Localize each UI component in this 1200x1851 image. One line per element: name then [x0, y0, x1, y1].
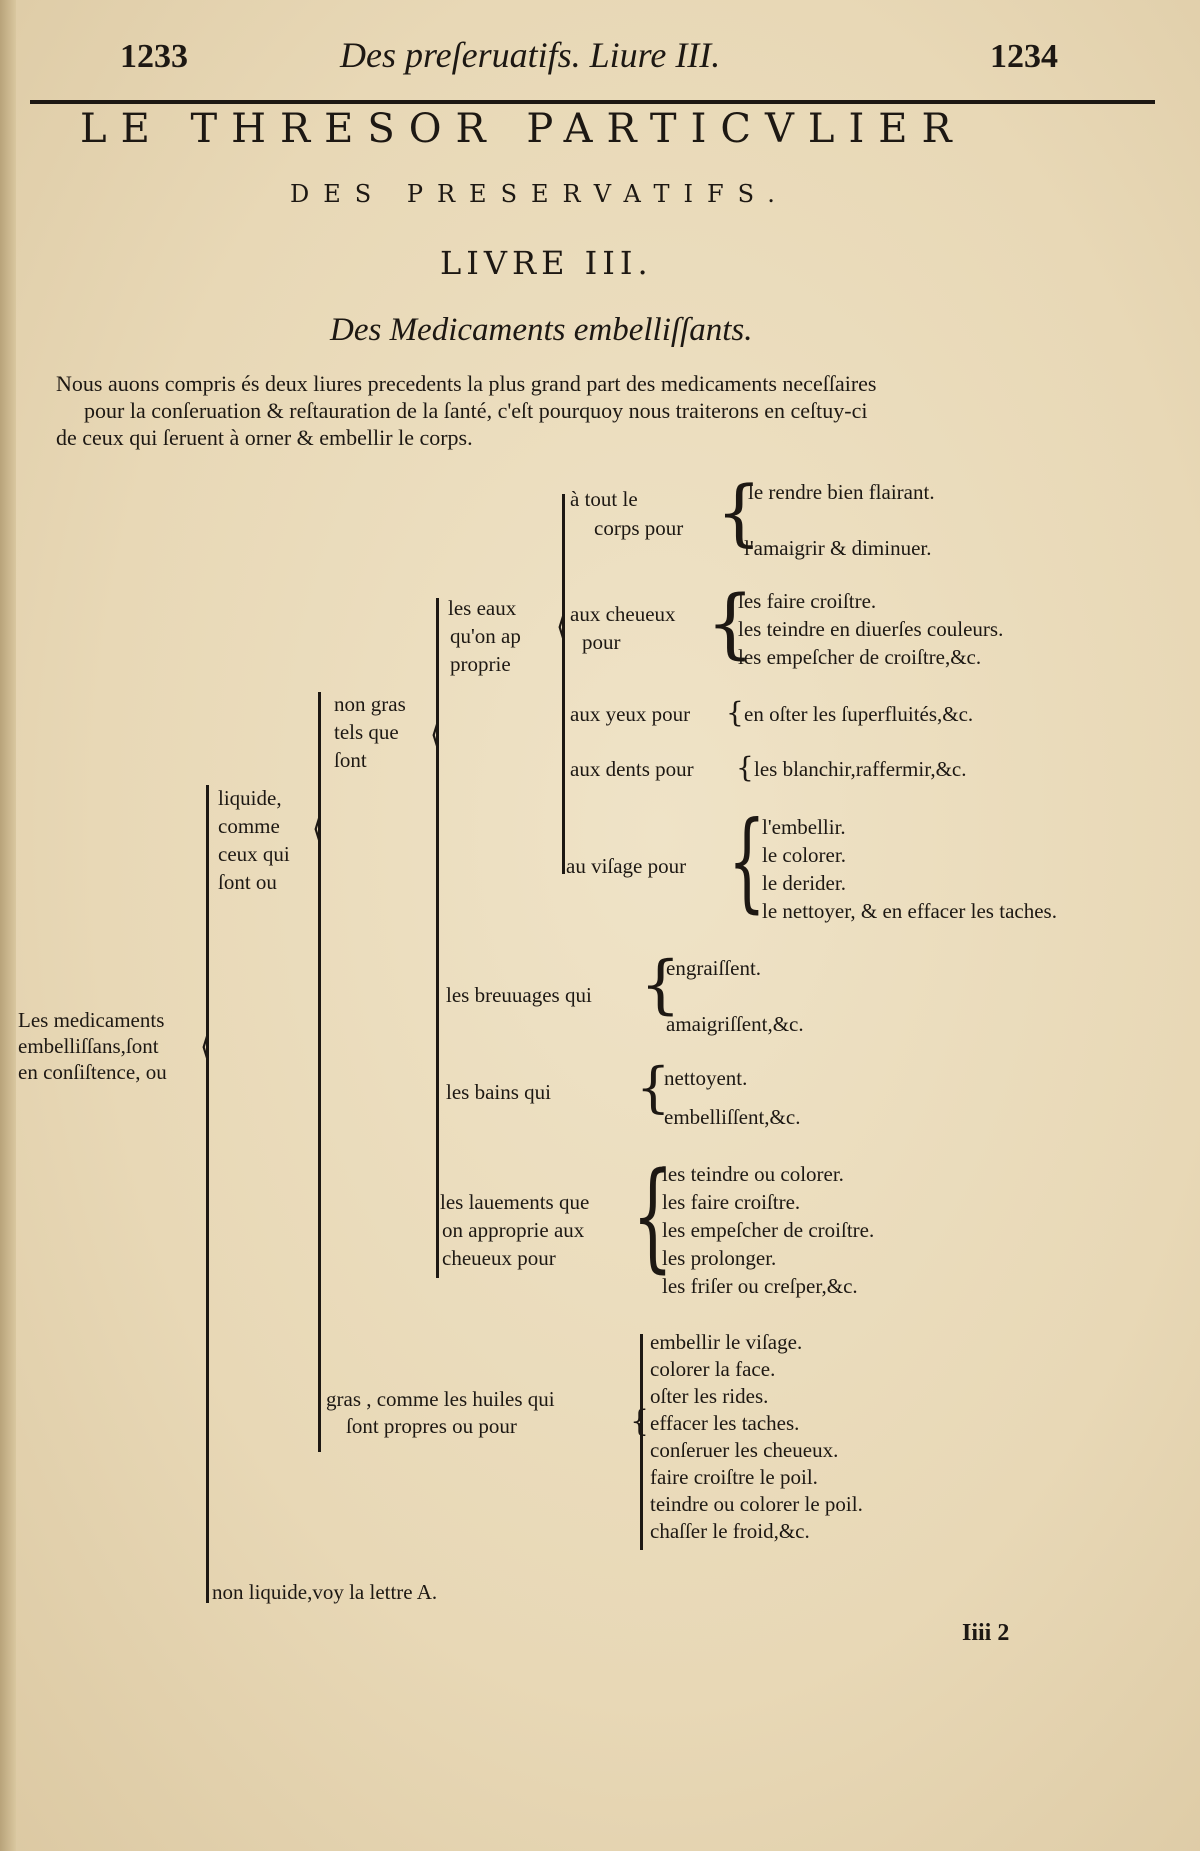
left-page-number: 1233	[120, 38, 188, 75]
binding-gutter	[0, 0, 16, 1851]
cheveux-label-1: aux cheueux	[570, 602, 676, 626]
corps-label-2: corps pour	[594, 516, 684, 540]
visage-item-4: le nettoyer, & en effacer les taches.	[762, 899, 1057, 923]
lauements-brace: {	[632, 1146, 674, 1284]
corps-item-2: l'amaigrir & diminuer.	[744, 536, 932, 560]
lauements-line-1: les lauements que	[440, 1190, 590, 1214]
corps-brace: {	[716, 470, 762, 554]
intro-line-2: pour la conſeruation & reſtauration de la ſanté, c'eſt pourquoy nous traiterons en ceſtuy-ci	[84, 398, 868, 423]
signature-mark: Iiii 2	[962, 1620, 1010, 1646]
non-gras-line-2: tels que	[334, 720, 399, 744]
gras-line-1: gras , comme les huiles qui	[326, 1387, 555, 1411]
eaux-line-3: proprie	[450, 652, 511, 676]
root-line-2: embelliſſans,ſont	[18, 1034, 159, 1058]
eaux-line-1: les eaux	[448, 596, 517, 620]
corps-label-1: à tout le	[570, 487, 638, 511]
yeux-item: en oſter les ſuperfluités,&c.	[744, 702, 974, 726]
corps-item-1: le rendre bien flairant.	[748, 480, 935, 504]
chapter-subtitle: Des Medicaments embelliſſants.	[330, 312, 753, 348]
non-liquide-text: non liquide,voy la lettre A.	[212, 1580, 438, 1604]
level1-bracket	[206, 785, 209, 1603]
dents-item: les blanchir,raffermir,&c.	[754, 757, 967, 781]
lauements-item-2: les faire croiſtre.	[662, 1190, 801, 1214]
cheveux-brace: {	[706, 578, 755, 667]
huiles-brace-point: {	[630, 1404, 650, 1439]
visage-item-2: le colorer.	[762, 843, 846, 867]
huiles-item-3: oſter les rides.	[650, 1384, 769, 1408]
visage-item-3: le derider.	[762, 871, 846, 895]
bains-brace: {	[636, 1056, 671, 1119]
lauements-item-3: les empeſcher de croiſtre.	[662, 1218, 875, 1242]
running-title: Des preſeruatifs. Liure III.	[340, 35, 721, 75]
yeux-brace: {	[726, 696, 744, 729]
breuuages-label: les breuuages qui	[446, 983, 592, 1007]
lauements-line-3: cheueux pour	[442, 1246, 556, 1270]
cheveux-item-3: les empeſcher de croiſtre,&c.	[738, 645, 982, 669]
bains-label: les bains qui	[446, 1080, 551, 1104]
cheveux-item-2: les teindre en diuerſes couleurs.	[738, 617, 1004, 641]
level3-bracket	[436, 598, 439, 1278]
lauements-item-1: les teindre ou colorer.	[662, 1162, 844, 1186]
huiles-item-5: conſeruer les cheueux.	[650, 1438, 839, 1462]
huiles-item-7: teindre ou colorer le poil.	[650, 1492, 863, 1516]
right-page-number: 1234	[990, 38, 1058, 75]
breuuages-item-1: engraiſſent.	[666, 956, 762, 980]
bains-item-2: embelliſſent,&c.	[664, 1105, 801, 1129]
intro-line-3: de ceux qui ſeruent à orner & embellir le corps.	[56, 425, 473, 450]
non-gras-line-1: non gras	[334, 692, 406, 716]
dents-brace: {	[736, 751, 754, 784]
level3-brace-point: ⟨	[430, 718, 441, 751]
cheveux-item-1: les faire croiſtre.	[738, 589, 877, 613]
huiles-item-1: embellir le viſage.	[650, 1330, 803, 1354]
eaux-line-2: qu'on ap	[450, 624, 521, 648]
level1-brace-point: ⟨	[200, 1030, 211, 1063]
level4-bracket	[562, 494, 565, 874]
yeux-label: aux yeux pour	[570, 702, 691, 726]
liquide-line-4: ſont ou	[218, 870, 277, 894]
huiles-item-2: colorer la face.	[650, 1357, 776, 1381]
liquide-line-3: ceux qui	[218, 842, 290, 866]
level2-bracket	[318, 692, 321, 1452]
huiles-bracket	[640, 1334, 643, 1550]
cheveux-label-2: pour	[582, 630, 621, 654]
visage-label: au viſage pour	[566, 854, 687, 878]
root-line-3: en conſiſtence, ou	[18, 1060, 167, 1084]
level2-brace-point: ⟨	[312, 812, 323, 845]
main-title: LE THRESOR PARTICVLIER	[80, 106, 966, 152]
header-rule	[30, 100, 1155, 104]
bains-item-1: nettoyent.	[664, 1066, 748, 1090]
huiles-item-8: chaſſer le froid,&c.	[650, 1519, 810, 1543]
breuuages-item-2: amaigriſſent,&c.	[666, 1012, 804, 1036]
intro-line-1: Nous auons compris és deux liures precedents la plus grand part des medicaments neceſſaires	[56, 371, 877, 396]
lauements-item-4: les prolonger.	[662, 1246, 777, 1270]
visage-item-1: l'embellir.	[762, 815, 846, 839]
huiles-item-4: effacer les taches.	[650, 1411, 800, 1435]
liquide-line-1: liquide,	[218, 786, 282, 810]
secondary-title: DES PRESERVATIFS.	[290, 180, 789, 208]
huiles-item-6: faire croiſtre le poil.	[650, 1465, 818, 1489]
lauements-line-2: on approprie aux	[442, 1218, 585, 1242]
non-gras-line-3: ſont	[334, 748, 367, 772]
visage-brace: {	[728, 799, 766, 924]
lauements-item-5: les friſer ou creſper,&c.	[662, 1274, 858, 1298]
gras-line-2: ſont propres ou pour	[346, 1414, 517, 1438]
book-title: LIVRE III.	[440, 244, 653, 282]
root-line-1: Les medicaments	[18, 1008, 165, 1032]
level4-brace-point: ⟨	[556, 610, 567, 643]
dents-label: aux dents pour	[570, 757, 694, 781]
breuuages-brace: {	[640, 948, 681, 1022]
liquide-line-2: comme	[218, 814, 280, 838]
